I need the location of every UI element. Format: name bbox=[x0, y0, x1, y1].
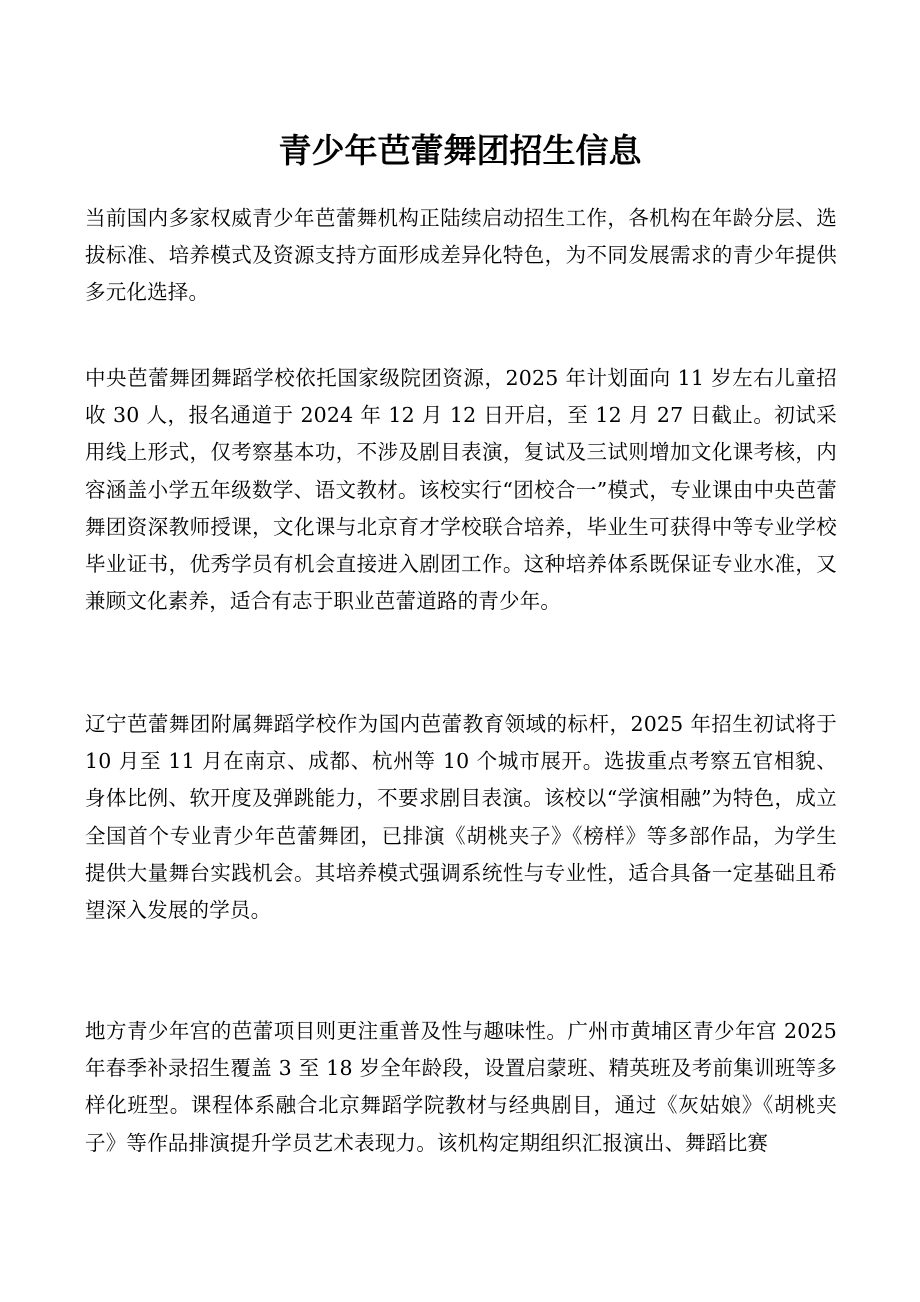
paragraph-intro: 当前国内多家权威青少年芭蕾舞机构正陆续启动招生工作，各机构在年龄分层、选拔标准、培养模式及资源支持方面形成差异化特色，为不同发展需求的青少年提供多元化选择。 bbox=[85, 206, 837, 305]
paragraph-central-ballet-school: 中央芭蕾舞团舞蹈学校依托国家级院团资源，2025 年计划面向 11 岁左右儿童招收 30 人，报名通道于 2024 年 12 月 12 日开启，至 12 月 27 日截止。初试采用线上形式，仅考察基本功，不涉及剧目表演，复试及三试则增加文化课考核，内容涵盖小学五年级数学、语文教材。该校实行“团校合一”模式，专业课由中央芭蕾舞团资深教师授课，文化课与北京育才学校联合培养，毕业生可获得中等专业学校毕业证书，优秀学员有机会直接进入剧团工作。这种培养体系既保证专业水准，又兼顾文化素养，适合有志于职业芭蕾道路的青少年。 bbox=[85, 366, 837, 614]
document-title: 青少年芭蕾舞团招生信息 bbox=[278, 131, 642, 170]
paragraph-youth-palace: 地方青少年宫的芭蕾项目则更注重普及性与趣味性。广州市黄埔区青少年宫 2025 年春季补录招生覆盖 3 至 18 岁全年龄段，设置启蒙班、精英班及考前集训班等多样化班型。课程体系融合北京舞蹈学院教材与经典剧目，通过《灰姑娘》《胡桃夹子》等作品排演提升学员艺术表现力。该机构定期组织汇报演出、舞蹈比赛 bbox=[85, 1019, 837, 1155]
paragraph-liaoning-ballet-school: 辽宁芭蕾舞团附属舞蹈学校作为国内芭蕾教育领域的标杆，2025 年招生初试将于 10 月至 11 月在南京、成都、杭州等 10 个城市展开。选拔重点考察五官相貌、身体比例、软开度及弹跳能力，不要求剧目表演。该校以“学演相融”为特色，成立全国首个专业青少年芭蕾舞团，已排演《胡桃夹子》《榜样》等多部作品，为学生提供大量舞台实践机会。其培养模式强调系统性与专业性，适合具备一定基础且希望深入发展的学员。 bbox=[85, 712, 837, 923]
